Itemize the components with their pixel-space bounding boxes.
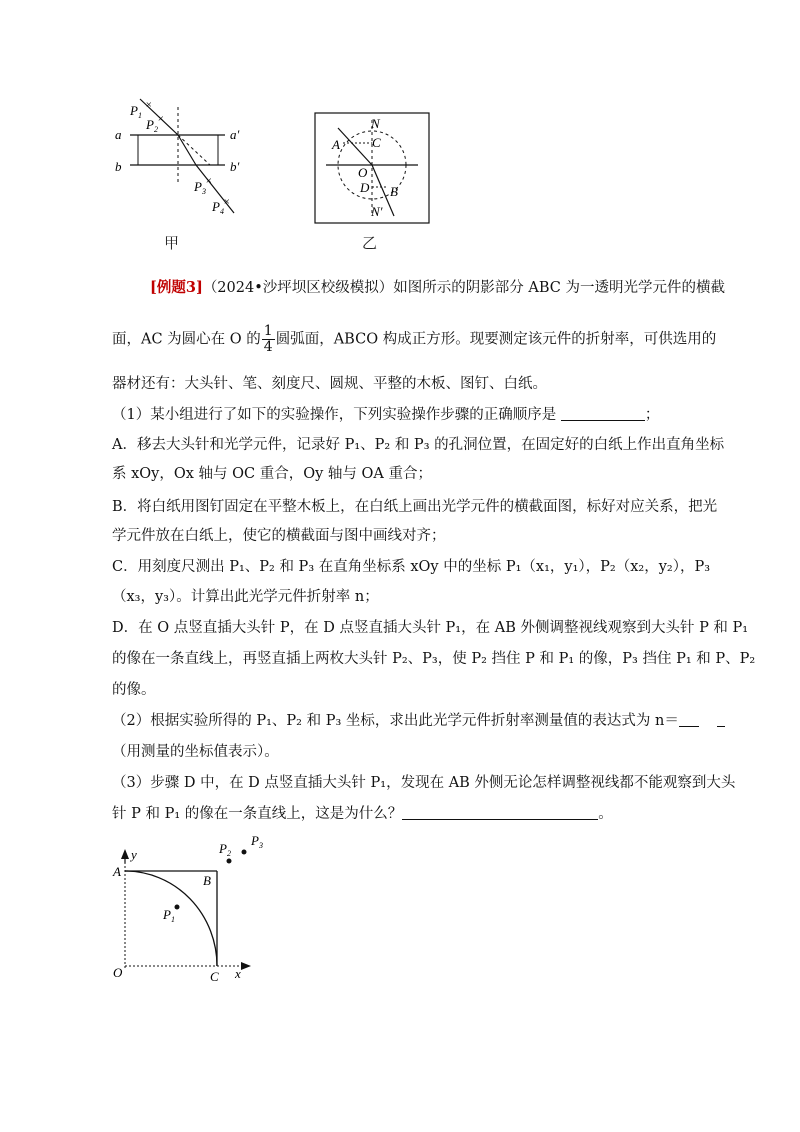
step-b-line-1: B．将白纸用图钉固定在平整木板上，在白纸上画出光学元件的横截面图，标好对应关系，把光 [112, 499, 718, 515]
jia-label-b-prime: b′ [230, 159, 240, 174]
yi-label-n: N [371, 116, 380, 131]
point-p1 [175, 905, 180, 910]
caption-jia: 甲 [164, 234, 180, 252]
coord-label-x: x [235, 966, 241, 981]
y-axis-arrowhead [121, 849, 129, 859]
step-a-line-2: 系 xOy，Ox 轴与 OC 重合，Oy 轴与 OA 重合； [112, 466, 433, 482]
jia-label-a-prime: a′ [230, 127, 240, 142]
example-tag: [例题3] [150, 279, 203, 296]
step-d-line-1: D．在 O 点竖直插大头针 P，在 D 点竖直插大头针 P₁，在 AB 外侧调整视线观察到大头针 P 和 P₁ [112, 620, 749, 636]
example-line-3: 器材还有：大头针、笔、刻度尺、圆规、平整的木板、图钉、白纸。 [112, 376, 547, 392]
coord-label-o: O [113, 965, 123, 980]
step-b-line-2: 学元件放在白纸上，使它的横截面与图中画线对齐； [112, 528, 446, 544]
jia-p1-cross: × [145, 99, 153, 111]
answer-blank-2[interactable] [679, 712, 699, 727]
yi-incident-ray [338, 128, 372, 165]
example-line-1: [例题3]（2024•沙坪坝区校级模拟）如图所示的阴影部分 ABC 为一透明光学元件的横截 [150, 279, 725, 296]
jia-label-a: a [115, 127, 122, 142]
yi-label-n-prime: N′ [371, 204, 383, 219]
coord-label-b: B [203, 873, 211, 888]
caption-yi: 乙 [362, 234, 378, 252]
coord-label-p3: $P_3$ [251, 835, 263, 850]
step-c-line-2: （x₃，y₃）。计算出此光学元件折射率 n； [112, 589, 379, 605]
x-axis-arrowhead [241, 962, 251, 970]
yi-label-o: O [358, 165, 368, 180]
jia-label-p2: $P_2$ [146, 117, 158, 134]
jia-refracted-ray [178, 135, 196, 165]
coord-label-c: C [210, 969, 219, 984]
jia-label-b: b [115, 159, 122, 174]
step-d-line-2: 的像在一条直线上，再竖直插上两枚大头针 P₂、P₃，使 P₂ 挡住 P 和 P₁ 的像，P₃ 挡住 P₁ 和 P、P₂ [112, 651, 756, 667]
coord-label-a: A [113, 864, 121, 879]
point-p2 [227, 859, 232, 864]
point-p3 [242, 850, 247, 855]
question-2-line-1: （2）根据实验所得的 P₁、P₂ 和 P₃ 坐标，求出此光学元件折射率测量值的表达式为 n＝ [112, 710, 712, 732]
jia-label-p3: $P_3$ [194, 179, 206, 196]
figure-yi [314, 112, 430, 224]
yi-label-b: B [390, 184, 398, 199]
question-2-line-2: （用测量的坐标值表示）。 [112, 744, 279, 760]
coord-label-p2: $P_2$ [219, 841, 231, 858]
step-c-line-1: C．用刻度尺测出 P₁、P₂ 和 P₃ 在直角坐标系 xOy 中的坐标 P₁（x₁，y₁），P₂（x₂，y₂），P₃ [112, 559, 711, 575]
jia-p3-cross: × [205, 175, 213, 187]
jia-p2-cross: × [157, 113, 165, 125]
jia-label-p1: $P_1$ [130, 103, 142, 120]
yi-label-d: D [360, 180, 370, 195]
coord-label-p1: $P_1$ [163, 907, 175, 924]
jia-dashed-extension [178, 135, 210, 165]
jia-p4-cross: × [223, 196, 231, 208]
figure-jia [110, 95, 250, 225]
example-line-2: 面，AC 为圆心在 O 的 $\frac{1}{4}$ 圆弧面，ABCO 构成正方形。现要测定该元件的折射率，可供选用的 [112, 323, 717, 355]
yi-label-c: C [372, 135, 381, 150]
answer-blank-3[interactable] [402, 805, 598, 820]
step-a-line-1: A．移去大头针和光学元件，记录好 P₁、P₂ 和 P₃ 的孔洞位置，在固定好的白纸上作出直角坐标 [112, 437, 725, 453]
question-1: （1）某小组进行了如下的实验操作，下列实验操作步骤的正确顺序是 ； [112, 407, 660, 423]
coord-label-y: y [131, 847, 137, 862]
quarter-fraction: $\frac{1}{4}$ [263, 323, 273, 355]
question-3-line-2: 针 P 和 P₁ 的像在一条直线上，这是为什么？ 。 [112, 806, 613, 822]
yi-label-a: A [332, 137, 340, 152]
question-3-line-1: （3）步骤 D 中，在 D 点竖直插大头针 P₁，发现在 AB 外侧无论怎样调整视线都不能观察到大头 [112, 775, 736, 791]
jia-label-p4: $P_4$ [212, 199, 224, 216]
answer-blank-1[interactable] [561, 406, 645, 421]
figure-coordinate [105, 835, 280, 985]
step-d-line-3: 的像。 [112, 682, 156, 698]
